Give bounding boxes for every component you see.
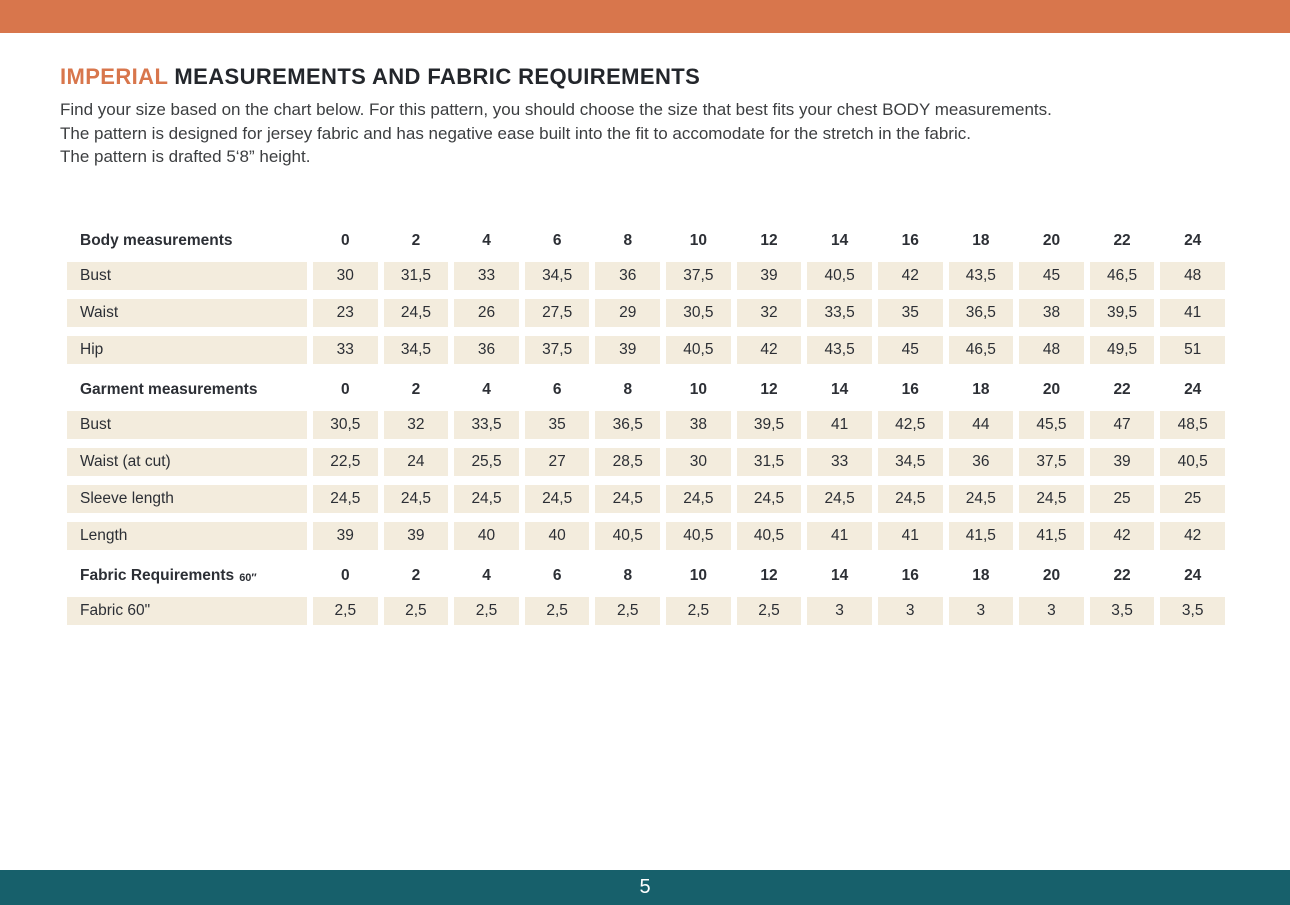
size-column-header: 22	[1113, 567, 1131, 584]
intro-line-1: Find your size based on the chart below. For this pattern, you should choose the size that best fits your chest BODY measurements.	[60, 100, 1052, 119]
measurement-cell: 39	[595, 336, 660, 364]
measurement-cell: 48,5	[1160, 411, 1225, 439]
table-section	[67, 563, 1225, 625]
size-column-header: 12	[760, 381, 778, 398]
table-row	[67, 448, 1225, 476]
measurement-cell: 30	[313, 262, 378, 290]
measurement-cell: 27	[525, 448, 590, 476]
size-column-header: 6	[552, 232, 562, 249]
table-row	[67, 262, 1225, 290]
footer-bar	[0, 870, 1290, 905]
measurement-cell: 24,5	[949, 485, 1014, 513]
size-column-header: 2	[411, 567, 421, 584]
measurement-cell: 3	[1019, 597, 1084, 625]
measurement-table	[67, 228, 1225, 634]
measurement-cell: 2,5	[384, 597, 449, 625]
size-column-header: 20	[1042, 567, 1061, 584]
measurement-cell: 39	[384, 522, 449, 550]
measurement-cell: 44	[949, 411, 1014, 439]
row-label: Length	[67, 522, 307, 550]
measurement-cell: 49,5	[1090, 336, 1155, 364]
measurement-cell: 41	[878, 522, 943, 550]
measurement-cell: 2,5	[666, 597, 731, 625]
measurement-cell: 37,5	[666, 262, 731, 290]
page-number: 5	[639, 876, 651, 898]
measurement-cell: 51	[1160, 336, 1225, 364]
size-column-header: 10	[689, 232, 707, 249]
measurement-cell: 24,5	[384, 485, 449, 513]
measurement-cell: 3	[807, 597, 872, 625]
size-column-header: 20	[1042, 232, 1061, 249]
measurement-cell: 22,5	[313, 448, 378, 476]
size-column-header: 8	[623, 232, 633, 249]
measurement-cell: 40,5	[666, 336, 731, 364]
size-column-header: 6	[552, 381, 562, 398]
measurement-cell: 24,5	[737, 485, 802, 513]
measurement-cell: 26	[454, 299, 519, 327]
measurement-cell: 34,5	[384, 336, 449, 364]
section-header-row	[67, 377, 1225, 403]
size-column-header: 4	[482, 381, 491, 398]
measurement-cell: 29	[595, 299, 660, 327]
measurement-cell: 41,5	[949, 522, 1014, 550]
size-column-header: 14	[830, 232, 849, 249]
measurement-cell: 39,5	[1090, 299, 1155, 327]
row-label: Bust	[67, 262, 307, 290]
size-column-header: 22	[1113, 232, 1131, 249]
size-column-header: 16	[901, 232, 919, 249]
table-row	[67, 411, 1225, 439]
measurement-cell: 46,5	[1090, 262, 1155, 290]
measurement-cell: 24,5	[313, 485, 378, 513]
measurement-cell: 31,5	[384, 262, 449, 290]
size-column-header: 2	[411, 381, 421, 398]
measurement-cell: 24,5	[384, 299, 449, 327]
section-header-row	[67, 563, 1225, 589]
table-row	[67, 522, 1225, 550]
measurement-cell: 43,5	[949, 262, 1014, 290]
size-column-header: 24	[1184, 232, 1202, 249]
row-label: Bust	[67, 411, 307, 439]
measurement-cell: 38	[1019, 299, 1084, 327]
row-label: Hip	[67, 336, 307, 364]
size-column-header: 2	[411, 232, 421, 249]
measurement-cell: 24,5	[595, 485, 660, 513]
measurement-cell: 41	[807, 411, 872, 439]
measurement-cell: 42	[1090, 522, 1155, 550]
size-column-header: 4	[482, 232, 491, 249]
measurement-cell: 37,5	[1019, 448, 1084, 476]
measurement-cell: 42	[1160, 522, 1225, 550]
section-header-label: Body measurements	[80, 232, 233, 249]
size-column-header: 12	[760, 232, 778, 249]
measurement-cell: 41	[807, 522, 872, 550]
measurement-cell: 32	[384, 411, 449, 439]
page-title	[60, 64, 1230, 90]
measurement-cell: 25	[1160, 485, 1225, 513]
measurement-cell: 33,5	[807, 299, 872, 327]
measurement-cell: 27,5	[525, 299, 590, 327]
size-column-header: 10	[689, 381, 707, 398]
measurement-cell: 40	[525, 522, 590, 550]
measurement-cell: 2,5	[595, 597, 660, 625]
page-content	[60, 64, 1230, 169]
measurement-cell: 33,5	[454, 411, 519, 439]
row-label: Fabric 60"	[67, 597, 307, 625]
measurement-cell: 48	[1019, 336, 1084, 364]
measurement-cell: 2,5	[454, 597, 519, 625]
measurement-cell: 2,5	[525, 597, 590, 625]
measurement-cell: 42	[737, 336, 802, 364]
table-row	[67, 597, 1225, 625]
size-column-header: 18	[972, 232, 990, 249]
size-column-header: 14	[830, 381, 849, 398]
measurement-cell: 46,5	[949, 336, 1014, 364]
title-rest: MEASUREMENTS AND FABRIC REQUIREMENTS	[167, 64, 701, 89]
top-accent-bar	[0, 0, 1290, 33]
size-column-header: 22	[1113, 381, 1131, 398]
measurement-cell: 39	[1090, 448, 1155, 476]
size-column-header: 24	[1184, 381, 1202, 398]
size-column-header: 0	[340, 381, 350, 398]
measurement-cell: 33	[807, 448, 872, 476]
measurement-cell: 45,5	[1019, 411, 1084, 439]
measurement-cell: 25,5	[454, 448, 519, 476]
measurement-cell: 24,5	[454, 485, 519, 513]
measurement-cell: 39	[737, 262, 802, 290]
measurement-cell: 40,5	[666, 522, 731, 550]
table-section	[67, 228, 1225, 364]
measurement-cell: 36	[595, 262, 660, 290]
section-header-label-suffix: 60″	[239, 571, 257, 584]
measurement-cell: 28,5	[595, 448, 660, 476]
measurement-cell: 24,5	[1019, 485, 1084, 513]
measurement-cell: 30,5	[666, 299, 731, 327]
size-column-header: 10	[689, 567, 707, 584]
measurement-cell: 40,5	[595, 522, 660, 550]
measurement-cell: 40,5	[737, 522, 802, 550]
measurement-cell: 24,5	[807, 485, 872, 513]
measurement-cell: 41	[1160, 299, 1225, 327]
section-header-label: Garment measurements	[80, 381, 258, 398]
size-column-header: 18	[972, 381, 990, 398]
intro-line-3: The pattern is drafted 5‘8” height.	[60, 147, 311, 166]
measurement-cell: 45	[1019, 262, 1084, 290]
measurement-cell: 35	[525, 411, 590, 439]
measurement-cell: 36	[454, 336, 519, 364]
measurement-cell: 24,5	[666, 485, 731, 513]
measurement-cell: 37,5	[525, 336, 590, 364]
measurement-cell: 2,5	[737, 597, 802, 625]
row-label: Waist	[67, 299, 307, 327]
measurement-cell: 48	[1160, 262, 1225, 290]
measurement-cell: 33	[313, 336, 378, 364]
measurement-cell: 39	[313, 522, 378, 550]
table-section	[67, 377, 1225, 550]
table-row	[67, 336, 1225, 364]
size-column-header: 4	[482, 567, 491, 584]
measurement-cell: 45	[878, 336, 943, 364]
measurement-cell: 30	[666, 448, 731, 476]
measurement-cell: 2,5	[313, 597, 378, 625]
measurement-cell: 33	[454, 262, 519, 290]
measurement-cell: 35	[878, 299, 943, 327]
measurement-cell: 3	[878, 597, 943, 625]
size-column-header: 12	[760, 567, 778, 584]
size-column-header: 8	[623, 567, 633, 584]
measurement-cell: 24,5	[878, 485, 943, 513]
size-column-header: 16	[901, 381, 919, 398]
measurement-cell: 40	[454, 522, 519, 550]
measurement-cell: 42,5	[878, 411, 943, 439]
measurement-cell: 3	[949, 597, 1014, 625]
measurement-cell: 40,5	[1160, 448, 1225, 476]
size-column-header: 24	[1184, 567, 1202, 584]
section-header-label: Fabric Requirements 60″	[80, 567, 257, 584]
measurement-cell: 41,5	[1019, 522, 1084, 550]
intro-paragraph	[60, 98, 1230, 169]
section-header-row	[67, 228, 1225, 254]
measurement-cell: 31,5	[737, 448, 802, 476]
title-highlight: IMPERIAL	[60, 64, 168, 89]
size-column-header: 14	[830, 567, 849, 584]
size-column-header: 16	[901, 567, 919, 584]
measurement-cell: 39,5	[737, 411, 802, 439]
size-column-header: 18	[972, 567, 990, 584]
measurement-cell: 23	[313, 299, 378, 327]
measurement-cell: 25	[1090, 485, 1155, 513]
measurement-cell: 38	[666, 411, 731, 439]
measurement-cell: 36,5	[949, 299, 1014, 327]
measurement-cell: 34,5	[525, 262, 590, 290]
measurement-cell: 36,5	[595, 411, 660, 439]
size-column-header: 0	[340, 567, 350, 584]
row-label: Waist (at cut)	[67, 448, 307, 476]
measurement-cell: 40,5	[807, 262, 872, 290]
intro-line-2: The pattern is designed for jersey fabric and has negative ease built into the fit to accomodate for the stretch in the fabric.	[60, 123, 971, 143]
measurement-cell: 30,5	[313, 411, 378, 439]
measurement-cell: 3,5	[1160, 597, 1225, 625]
measurement-cell: 34,5	[878, 448, 943, 476]
measurement-cell: 24,5	[525, 485, 590, 513]
table-row	[67, 485, 1225, 513]
measurement-cell: 47	[1090, 411, 1155, 439]
size-column-header: 8	[623, 381, 633, 398]
measurement-cell: 42	[878, 262, 943, 290]
measurement-cell: 3,5	[1090, 597, 1155, 625]
size-column-header: 0	[340, 232, 350, 249]
measurement-cell: 24	[384, 448, 449, 476]
row-label: Sleeve length	[67, 485, 307, 513]
measurement-cell: 32	[737, 299, 802, 327]
size-column-header: 20	[1042, 381, 1061, 398]
size-column-header: 6	[552, 567, 562, 584]
measurement-cell: 36	[949, 448, 1014, 476]
measurement-cell: 43,5	[807, 336, 872, 364]
table-row	[67, 299, 1225, 327]
